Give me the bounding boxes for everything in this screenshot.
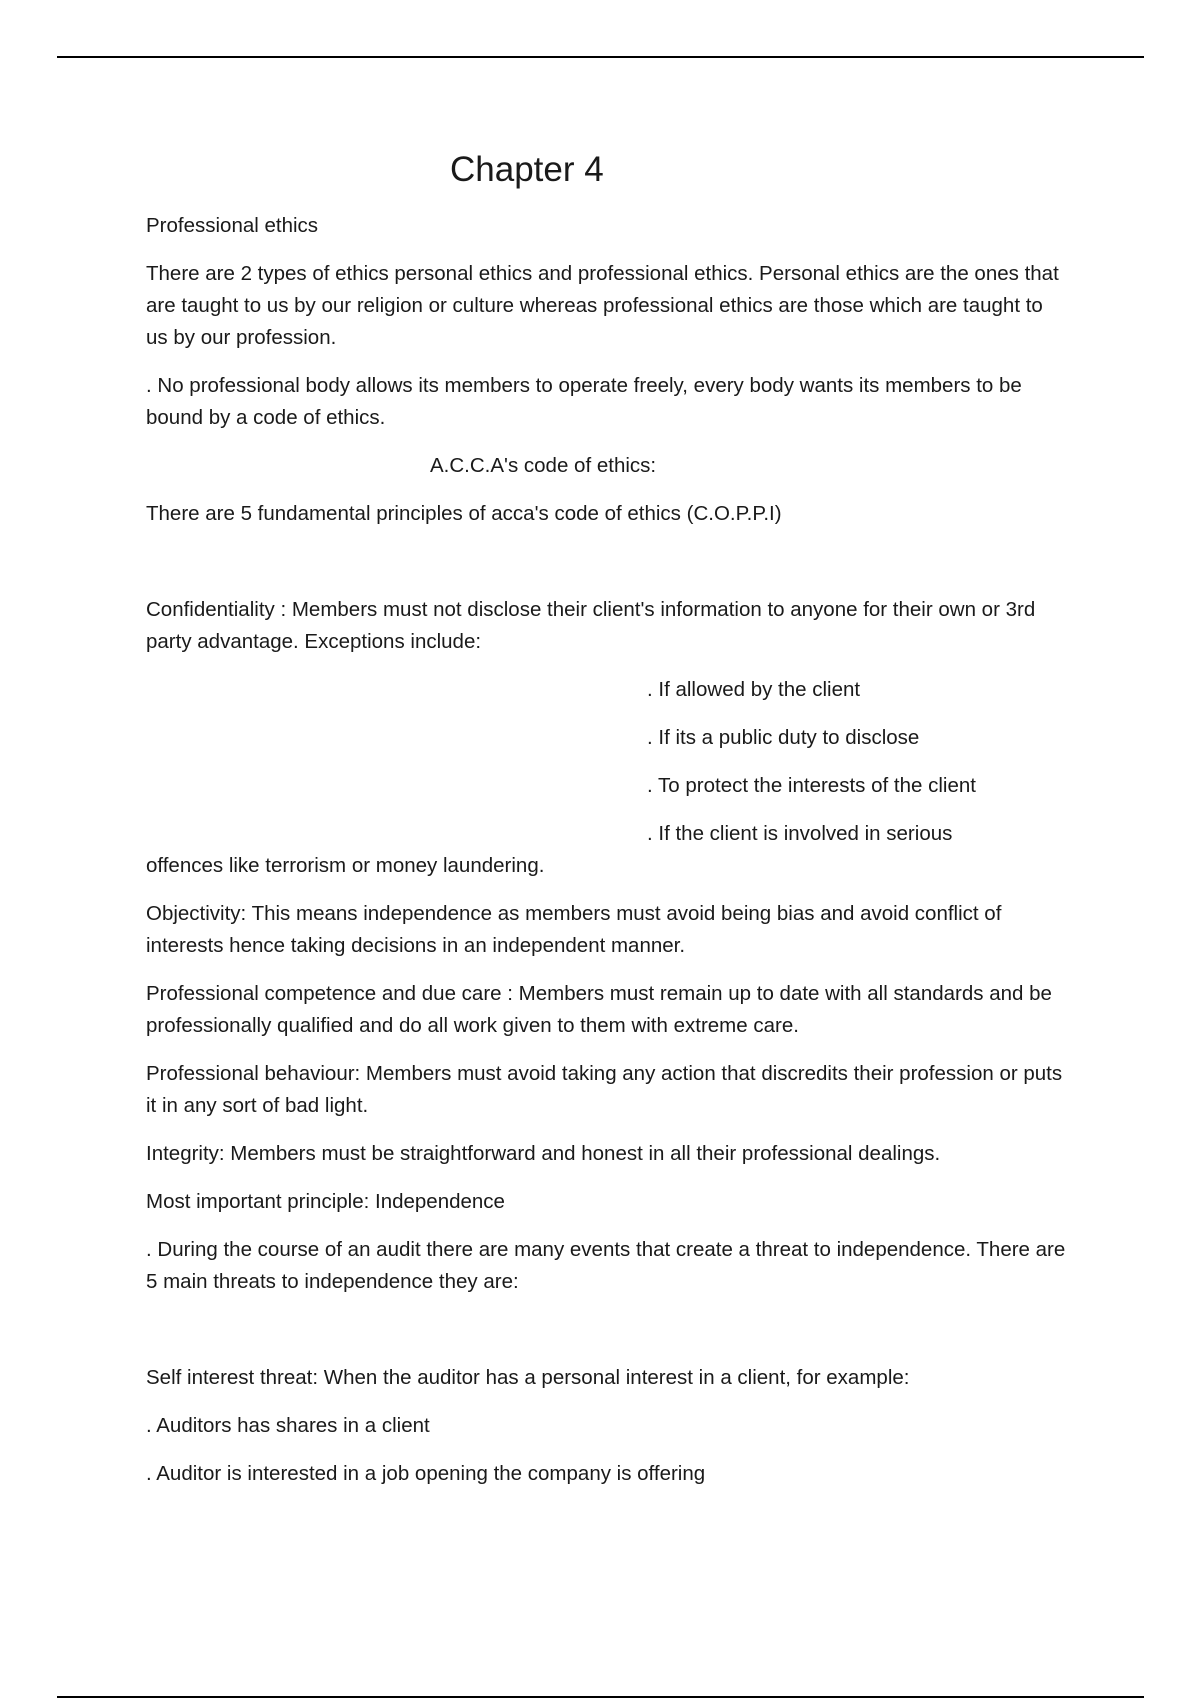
intro-paragraph: There are 2 types of ethics personal ethics and professional ethics. Personal ethics are the ones that are taught to us by our religion or culture whereas professional ethics are those which are taught to us by our profession. bbox=[146, 262, 1059, 349]
exception-item: . If its a public duty to disclose bbox=[647, 726, 920, 749]
most-important-paragraph: Most important principle: Independence bbox=[146, 1190, 505, 1213]
exception-item: . To protect the interests of the client bbox=[647, 774, 976, 797]
spacer bbox=[146, 1314, 1066, 1362]
section-subtitle: Professional ethics bbox=[146, 214, 319, 237]
exception-item-last bbox=[146, 818, 1066, 882]
code-heading: A.C.C.A's code of ethics: bbox=[430, 454, 657, 477]
bottom-rule bbox=[57, 1696, 1144, 1698]
self-interest-example: . Auditor is interested in a job opening the company is offering bbox=[146, 1462, 706, 1485]
integrity-paragraph: Integrity: Members must be straightforward and honest in all their professional dealings. bbox=[146, 1142, 941, 1165]
exception-item: . If allowed by the client bbox=[647, 678, 861, 701]
chapter-title: Chapter 4 bbox=[450, 150, 604, 189]
principles-intro: There are 5 fundamental principles of acca's code of ethics (C.O.P.P.I) bbox=[146, 502, 782, 525]
competence-paragraph: Professional competence and due care : Members must remain up to date with all standards and be professionally qualified and do all work given to them with extreme care. bbox=[146, 982, 1052, 1037]
top-rule bbox=[57, 56, 1144, 58]
self-interest-example: . Auditors has shares in a client bbox=[146, 1414, 430, 1437]
objectivity-paragraph: Objectivity: This means independence as members must avoid being bias and avoid conflict of interests hence taking decisions in an independent manner. bbox=[146, 902, 1002, 957]
exception-last-start: . If the client is involved in serious bbox=[647, 822, 953, 845]
code-note-paragraph: . No professional body allows its members to operate freely, every body wants its members to be bound by a code of ethics. bbox=[146, 374, 1022, 429]
threats-intro-paragraph: . During the course of an audit there are many events that create a threat to independence. There are 5 main threats to independence they are: bbox=[146, 1238, 1066, 1293]
behaviour-paragraph: Professional behaviour: Members must avoid taking any action that discredits their profession or puts it in any sort of bad light. bbox=[146, 1062, 1063, 1117]
confidentiality-paragraph: Confidentiality : Members must not disclose their client's information to anyone for their own or 3rd party advantage. Exceptions include: bbox=[146, 598, 1036, 653]
exception-last-end: offences like terrorism or money laundering. bbox=[146, 854, 545, 877]
spacer bbox=[146, 546, 1066, 594]
document-page bbox=[146, 140, 1066, 1506]
self-interest-paragraph: Self interest threat: When the auditor has a personal interest in a client, for example: bbox=[146, 1366, 910, 1389]
